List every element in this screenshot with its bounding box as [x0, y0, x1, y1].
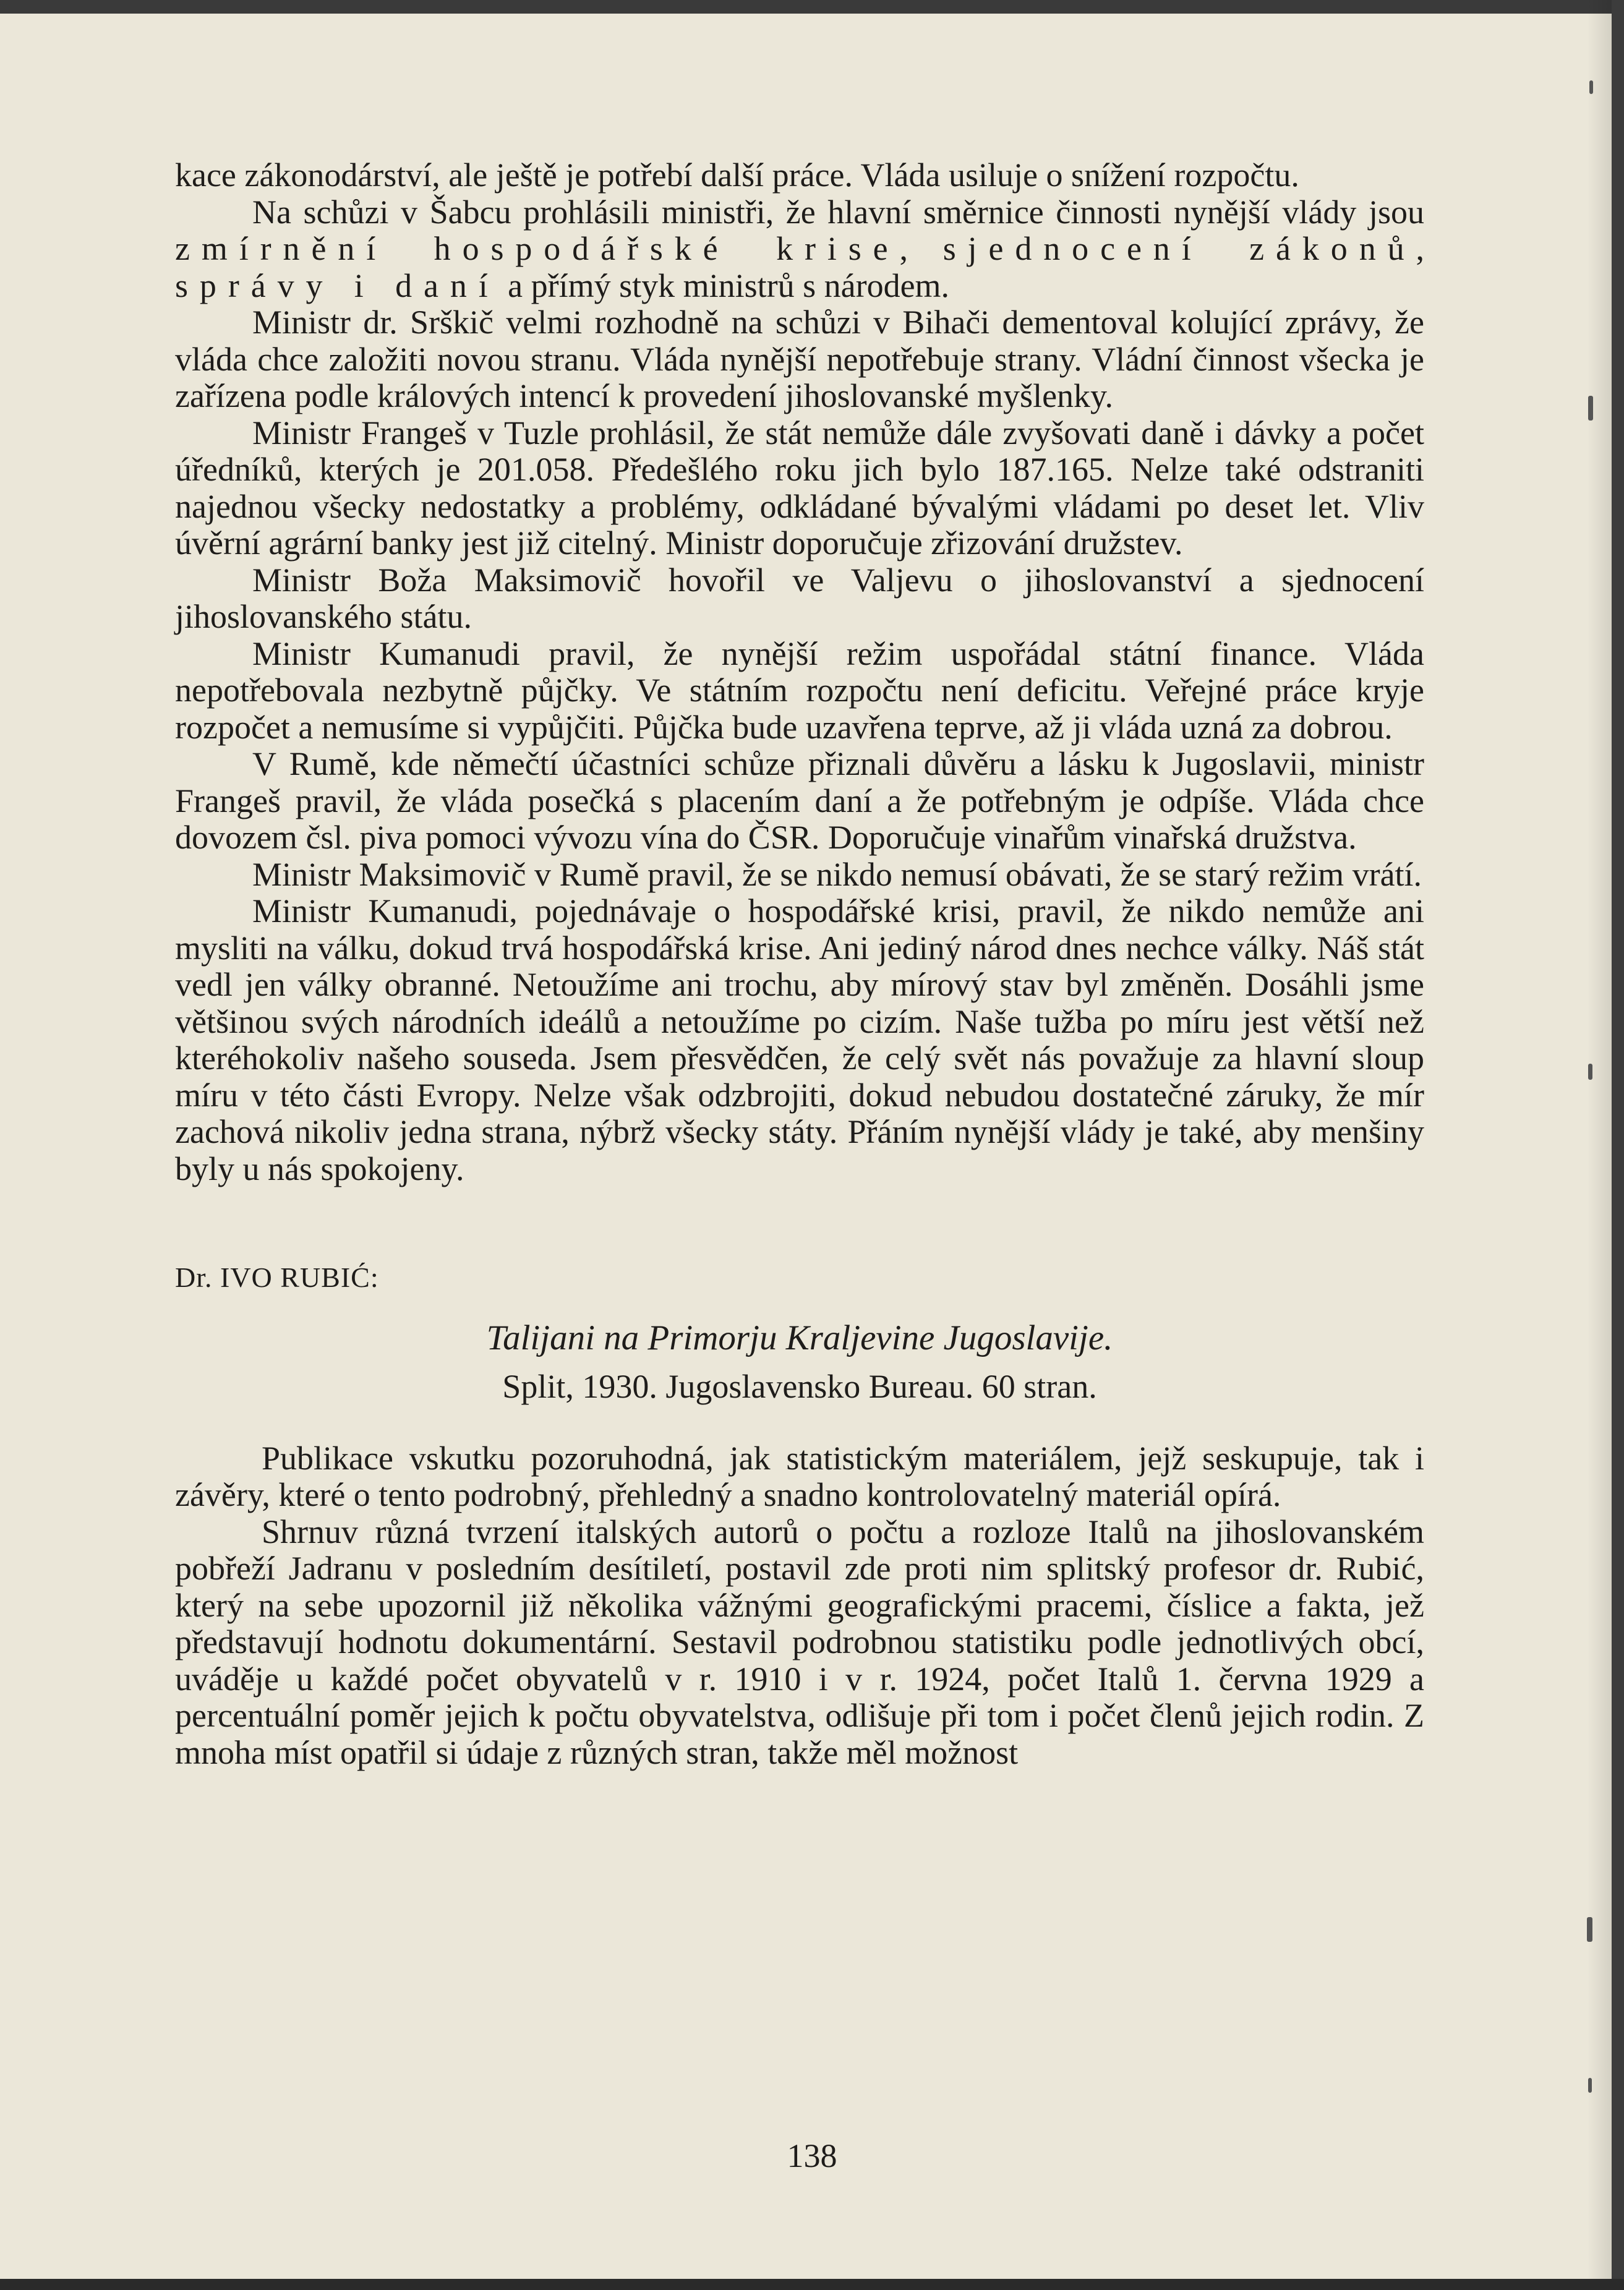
spaced-emphasis-2: sjednocení zákonů — [942, 230, 1416, 267]
paragraph-5: Ministr Boža Maksimovič hovořil ve Valjevu o jihoslovanství a sjednocení jihoslovanského státu. — [175, 561, 1424, 635]
scan-bottom-border — [0, 2279, 1624, 2290]
paragraph-7: V Rumě, kde němečtí účastníci schůze přiznali důvěru a lásku k Jugoslavii, ministr Frangeš pravil, že vláda posečká s placením daní a že potřebným je odpíše. Vláda chce dovozem čsl. piva pomoci vývozu vína do ČSR. Doporučuje vinařům vinařská družstva. — [175, 745, 1424, 856]
review-author: Dr. IVO RUBIĆ: — [175, 1262, 379, 1293]
paragraph-4: Ministr Frangeš v Tuzle prohlásil, že stát nemůže dále zvyšovati daně i dávky a počet úředníků, kterých je 201.058. Předešlého roku jich bylo 187.165. Nelze také odstraniti najednou všecky nedostatky a problémy, odkládané bývalými vládami po deset let. Vliv úvěrní agrární banky jest již citelný. Ministr doporučuje zřizování družstev. — [175, 414, 1424, 562]
paragraph-8: Ministr Maksimovič v Rumě pravil, že se nikdo nemusí obávati, že se starý režim vrátí. — [252, 855, 1422, 893]
spaced-emphasis-1: zmírnění hospodářské krise — [175, 230, 900, 267]
paragraph-2-text-a: Na schůzi v Šabcu prohlásili ministři, že hlavní směrnice činnosti nynější vlády jsou — [252, 193, 1424, 231]
paragraph-3: Ministr dr. Srškič velmi rozhodně na schůzi v Bihači dementoval kolující zprávy, že vláda chce založiti novou stranu. Vláda nynější nepotřebuje strany. Vládní činnost všecka je zařízena podle králových intencí k provedení jihoslovanské myšlenky. — [175, 304, 1424, 414]
page-spine-shadow — [1587, 0, 1612, 2290]
paragraph-2 — [175, 194, 1424, 305]
page-number: 138 — [787, 2137, 837, 2174]
scan-top-border — [0, 0, 1624, 14]
paragraph-2-text-d: a přímý styk ministrů s národem. — [499, 267, 950, 304]
paragraph-9: Ministr Kumanudi, pojednávaje o hospodářské krisi, pravil, že nikdo nemůže ani mysliti na válku, dokud trvá hospodářská krise. Ani jediný národ dnes nechce války. Náš stát vedl jen války obranné. Netoužíme ani trochu, aby mírový stav byl změněn. Dosáhli jsme většinou svých národních ideálů a netoužíme po cizím. Naše tužba po míru jest větší než kteréhokoliv našeho souseda. Jsem přesvědčen, že celý svět nás považuje za hlavní sloup míru v této části Evropy. Nelze však odzbrojiti, dokud nebudou dostatečné záruky, že mír zachová nikoliv jedna strana, nýbrž všecky státy. Přáním nynější vlády je také, aby menšiny byly u nás spokojeny. — [175, 892, 1424, 1187]
scan-right-border — [1612, 0, 1624, 2290]
review-paragraph-1: Publikace vskutku pozoruhodná, jak statistickým materiálem, jejž seskupuje, tak i závěry, které o tento podrobný, přehledný a snadno kontrolovatelný materiál opírá. — [175, 1439, 1424, 1513]
paragraph-6: Ministr Kumanudi pravil, že nynější režim uspořádal státní finance. Vláda nepotřebovala nezbytně půjčky. Ve státním rozpočtu není deficitu. Veřejné práce kryje rozpočet a nemusíme si vypůjčiti. Půjčka bude uzavřena teprve, až ji vláda uzná za dobrou. — [175, 634, 1424, 746]
review-publication-info: Split, 1930. Jugoslavensko Bureau. 60 stran. — [502, 1368, 1097, 1405]
review-body — [175, 1440, 1424, 1772]
review-title: Talijani na Primorju Kraljevine Jugoslavije. — [486, 1318, 1113, 1357]
paragraph-2-text-b: , — [899, 230, 943, 267]
paragraph-2-text-c: , — [1416, 230, 1424, 267]
review-paragraph-2: Shrnuv různá tvrzení italských autorů o počtu a rozloze Italů na jihoslovanském pobřeží Jadranu v posledním desítiletí, postavil zde proti nim splitský profesor dr. Rubić, který na sebe upozornil již několika vážnými geografickými pracemi, číslice a fakta, jež představují hodnotu dokumentární. Sestavil podrobnou statistiku podle jednotlivých obcí, uváděje u každé počet obyvatelů v r. 1910 i v r. 1924, počet Italů 1. června 1929 a percentuální poměr jejich k počtu obyvatelstva, odlišuje při tom i počet členů jejich rodin. Z mnoha míst opatřil si údaje z různých stran, takže měl možnost — [175, 1513, 1424, 1771]
spaced-emphasis-3: správy i daní — [175, 267, 500, 304]
document-page — [175, 157, 1424, 1771]
article-continuation — [175, 157, 1424, 1187]
paragraph-1: kace zákonodárství, ale ještě je potřebí další práce. Vláda usiluje o snížení rozpočtu. — [175, 156, 1299, 194]
